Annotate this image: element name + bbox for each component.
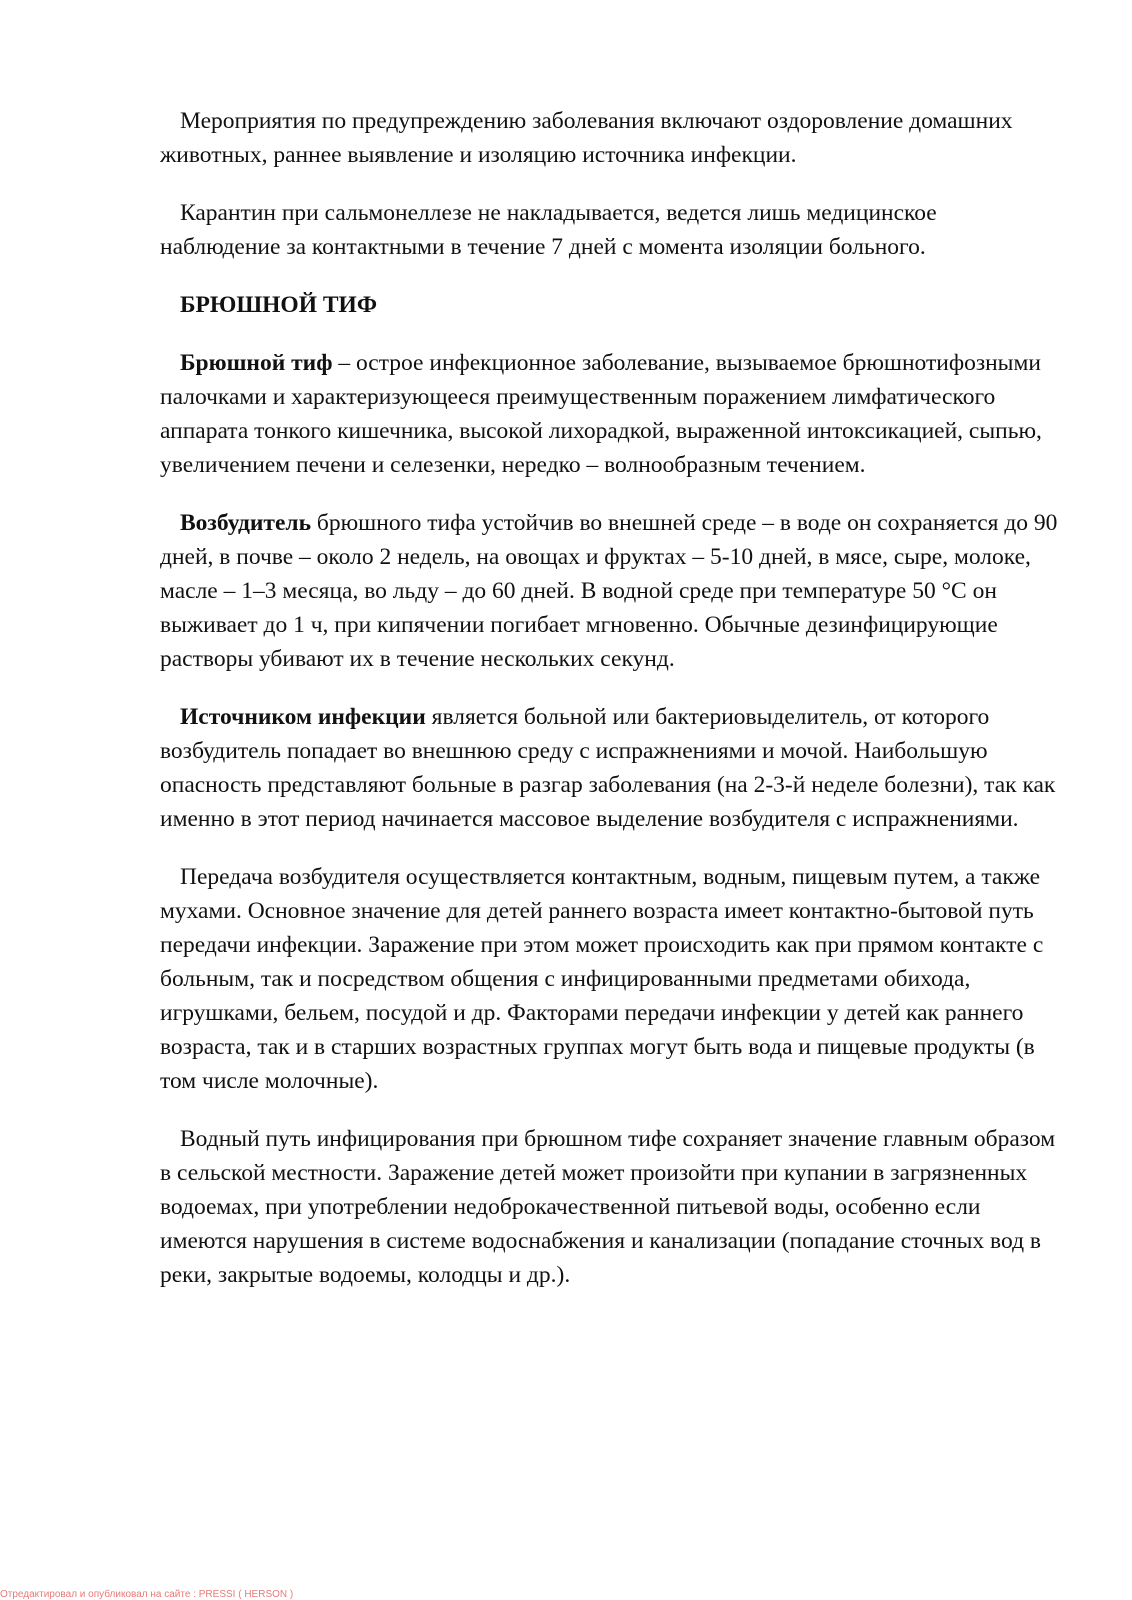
paragraph-definition: [160, 346, 1060, 482]
paragraph-text: Карантин при сальмонеллезе не накладывается, ведется лишь медицинское наблюдение за контактными в течение 7 дней с момента изоляции больного.: [160, 200, 937, 260]
paragraph-source: [160, 700, 1060, 836]
paragraph-text: Водный путь инфицирования при брюшном тифе сохраняет значение главным образом в сельской местности. Заражение детей может произойти при купании в загрязненных водоемах, при употреблении недоброкачественной питьевой воды, особенно если имеются нарушения в системе водоснабжения и канализации (попадание сточных вод в реки, закрытые водоемы, колодцы и др.).: [160, 1126, 1056, 1288]
section-heading: БРЮШНОЙ ТИФ: [180, 292, 378, 318]
footer-publisher-note: Отредактировал и опубликовал на сайте : PRESSI ( HERSON ): [0, 1589, 294, 1600]
document-body: [160, 104, 1060, 1316]
paragraph-text: Передача возбудителя осуществляется контактным, водным, пищевым путем, а также мухами. Основное значение для детей раннего возраста имеет контактно-бытовой путь передачи инфекции. Заражение при этом может происходить как при прямом контакте с больным, так и посредством общения с инфицированными предметами обихода, игрушками, бельем, посудой и др. Факторами передачи инфекции у детей как раннего возраста, так и в старших возрастных группах могут быть вода и пищевые продукты (в том числе молочные).: [160, 864, 1044, 1094]
paragraph-text: брюшного тифа устойчив во внешней среде – в воде он сохраняется до 90 дней, в почве – около 2 недель, на овощах и фруктах – 5-10 дней, в мясе, сыре, молоке, масле – 1–3 месяца, во льду – до 60 дней. В водной среде при температуре 50 °С он выживает до 1 ч, при кипячении погибает мгновенно. Обычные дезинфицирующие растворы убивают их в течение нескольких секунд.: [160, 510, 1058, 672]
paragraph-transmission: [160, 860, 1060, 1098]
paragraph-quarantine: [160, 196, 1060, 264]
paragraph-lead-term: Возбудитель: [180, 510, 312, 536]
paragraph-text: Мероприятия по предупреждению заболевания включают оздоровление домашних животных, раннее выявление и изоляцию источника инфекции.: [160, 108, 1013, 168]
paragraph-lead-term: Источником инфекции: [180, 704, 426, 730]
paragraph-pathogen: [160, 506, 1060, 676]
paragraph-water-route: [160, 1122, 1060, 1292]
paragraph-text: является больной или бактериовыделитель, от которого возбудитель попадает во внешнюю среду с испражнениями и мочой. Наибольшую опасность представляют больные в разгар заболевания (на 2-3-й неделе болезни), так как именно в этот период начинается массовое выделение возбудителя с испражнениями.: [160, 704, 1056, 832]
paragraph-lead-term: Брюшной тиф: [180, 350, 333, 376]
paragraph-prevention: [160, 104, 1060, 172]
paragraph-text: – острое инфекционное заболевание, вызываемое брюшнотифозными палочками и характеризующееся преимущественным поражением лимфатического аппарата тонкого кишечника, высокой лихорадкой, выраженной интоксикацией, сыпью, увеличением печени и селезенки, нередко – волнообразным течением.: [160, 350, 1042, 478]
